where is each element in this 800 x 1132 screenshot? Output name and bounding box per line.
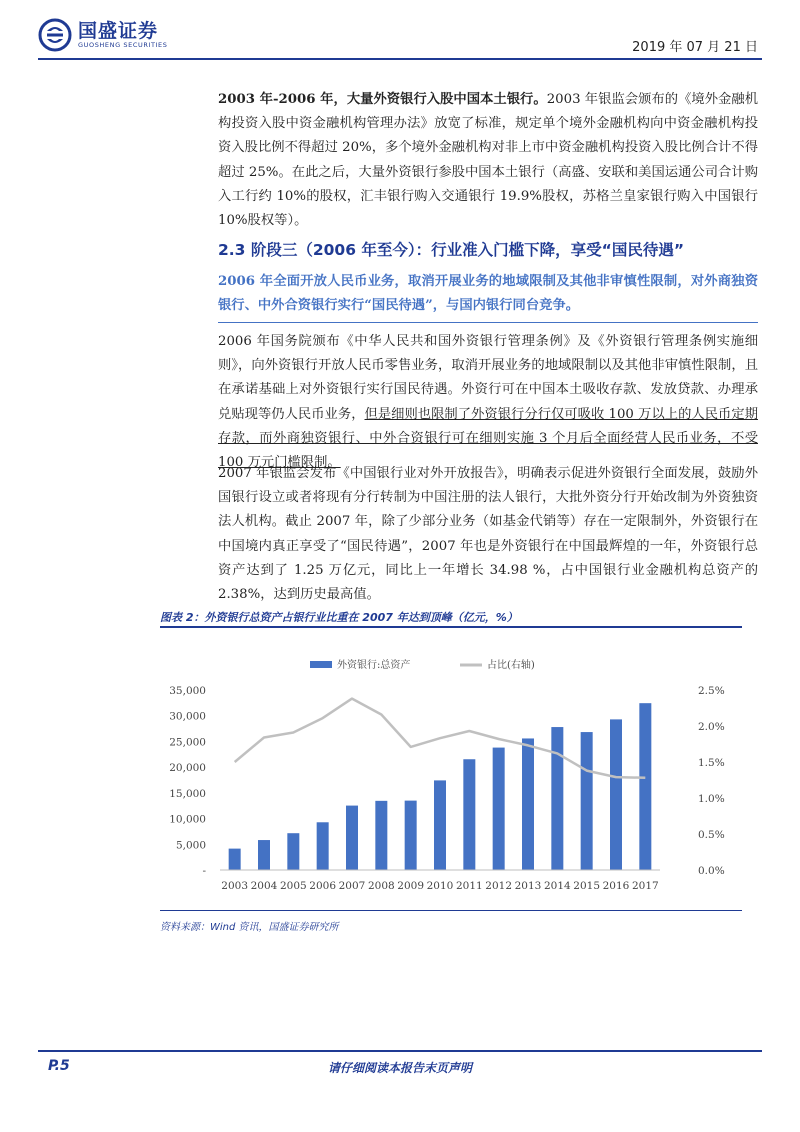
y-left-tick-label: 35,000	[169, 685, 206, 697]
x-tick-label: 2003	[221, 880, 249, 892]
bar-2010	[434, 780, 446, 870]
figure-caption: 图表 2：外资银行总资产占银行业比重在 2007 年达到顶峰（亿元，%）	[160, 611, 518, 624]
y-left-tick-label: 25,000	[169, 736, 206, 749]
bar-2015	[581, 732, 593, 870]
y-right-tick-label: 2.0%	[698, 721, 725, 733]
y-right-tick-label: 1.0%	[698, 793, 725, 805]
x-tick-label: 2006	[309, 880, 337, 892]
bar-2007	[346, 806, 358, 870]
header-divider	[38, 58, 762, 60]
footer-divider	[38, 1050, 762, 1052]
x-tick-label: 2005	[279, 880, 307, 892]
bar-2012	[493, 748, 505, 870]
section-title: 2.3 阶段三（2006 年至今）：行业准入门槛下降，享受“国民待遇”	[218, 241, 685, 259]
bar-2004	[258, 840, 270, 870]
legend-label-line: 占比(右轴)	[487, 660, 535, 671]
paragraph-2007-report	[218, 462, 758, 607]
bar-2016	[610, 719, 622, 870]
x-tick-label: 2015	[573, 880, 601, 892]
bar-2008	[375, 801, 387, 870]
bar-2014	[551, 727, 563, 870]
assets-share-chart	[160, 640, 742, 905]
page-header	[0, 0, 800, 62]
x-tick-label: 2007	[338, 880, 366, 892]
y-left-tick-label: 30,000	[169, 710, 206, 723]
y-right-tick-label: 0.5%	[698, 829, 725, 841]
paragraph-foreign-banks-stake	[218, 88, 758, 233]
logo-name-cn: 国盛证券	[78, 20, 159, 42]
y-axis-right	[698, 685, 725, 877]
bar-2017	[639, 703, 651, 870]
footer-disclaimer: 请仔细阅读本报告末页声明	[327, 1061, 472, 1075]
bar-2005	[287, 833, 299, 870]
logo-name-en: GUOSHENG SECURITIES	[78, 41, 168, 49]
x-tick-label: 2004	[250, 880, 278, 892]
x-tick-label: 2009	[397, 880, 425, 892]
paragraph-underlined-text: 但是细则也限制了外资银行分行仅可吸收 100 万以上的人民币定期存款，而外商独资银行、中外合资银行可在细则实施 3 个月后全面经营人民币业务，不受 100 万元门槛限制。	[218, 406, 758, 471]
guosheng-logo-icon	[38, 18, 72, 52]
company-logo	[38, 18, 167, 52]
paragraph-lead: 2003 年-2006 年，大量外资银行入股中国本土银行。	[218, 92, 547, 107]
y-right-tick-label: 1.5%	[698, 757, 725, 769]
x-tick-label: 2016	[602, 880, 630, 892]
page-number: P.5	[48, 1058, 70, 1074]
x-tick-label: 2008	[367, 880, 395, 892]
paragraph-text: 2003 年银监会颁布的《境外金融机构投资入股中资金融机构管理办法》放宽了标准，规定单个境外金融机构向中资金融机构投资入股比例不得超过 20%，多个境外金融机构对非上市中资金融机构投资入股比例合计不得超过 25%。在此之后，大量外资银行参股中国本土银行（高盛、安联和美国运通公司合计购入工行约 10%的股权，汇丰银行购入交通银行 19.9%股权，苏格兰皇家银行购入中国银行 10%股权等）。	[218, 92, 758, 229]
section-lead: 2006 年全面开放人民币业务，取消开展业务的地域限制及其他非审慎性限制，对外商独资银行、中外合资银行实行“国民待遇”，与国内银行同台竞争。	[218, 274, 758, 313]
x-tick-label: 2014	[543, 880, 571, 892]
y-left-tick-label: -	[202, 865, 206, 877]
report-date: 2019 年 07 月 21 日	[632, 40, 758, 55]
x-axis	[220, 870, 660, 892]
x-tick-label: 2011	[455, 880, 483, 892]
figure-source: 资料来源：Wind 资讯，国盛证券研究所	[160, 922, 339, 933]
chart-legend	[310, 658, 535, 671]
y-left-tick-label: 5,000	[175, 839, 206, 852]
y-axis-left	[169, 685, 206, 877]
y-left-tick-label: 15,000	[169, 787, 206, 800]
figure-bottom-rule	[160, 910, 742, 911]
paragraph-text: 2006 年国务院颁布《中华人民共和国外资银行管理条例》及《外资银行管理条例实施细则》，向外资银行开放人民币零售业务，取消开展业务的地域限制以及其他非审慎性限制，且在承诺基础上对外资银行实行国民待遇。外资行可在中国本土吸收存款、发放贷款、办理承兑贴现等仍人民币业务，	[218, 334, 758, 422]
y-right-tick-label: 2.5%	[698, 685, 725, 697]
y-left-tick-label: 20,000	[169, 762, 206, 775]
bar-2006	[317, 822, 329, 870]
bar-2011	[463, 759, 475, 870]
legend-swatch-bar	[310, 661, 332, 668]
paragraph-text: 2007 年银监会发布《中国银行业对外开放报告》，明确表示促进外资银行全面发展，鼓励外国银行设立或者将现有分行转制为中国注册的法人银行，大批外资分行开始改制为外资独资法人机构。截止 2007 年，除了少部分业务（如基金代销等）存在一定限制外，外资银行在中国境内真正享受了“国民待遇”，2007 年也是外资银行在中国最辉煌的一年，外资银行总资产达到了 1.25 万亿元，同比上一年增长 34.98 %，占中国银行业金融机构总资产的 2.38%，达到历史最高值。	[218, 466, 758, 603]
bar-2013	[522, 738, 534, 870]
x-tick-label: 2013	[514, 880, 542, 892]
x-tick-label: 2017	[631, 880, 659, 892]
paragraph-2006-regulation	[218, 330, 758, 475]
legend-label-bar: 外资银行:总资产	[337, 660, 411, 671]
x-tick-label: 2012	[485, 880, 513, 892]
y-left-tick-label: 10,000	[169, 813, 206, 826]
x-tick-label: 2010	[426, 880, 454, 892]
bar-2009	[405, 801, 417, 870]
bar-2003	[229, 849, 241, 870]
section-lead-divider	[218, 322, 758, 323]
y-right-tick-label: 0.0%	[698, 865, 725, 877]
bar-series	[229, 703, 652, 870]
figure-top-rule	[160, 626, 742, 628]
